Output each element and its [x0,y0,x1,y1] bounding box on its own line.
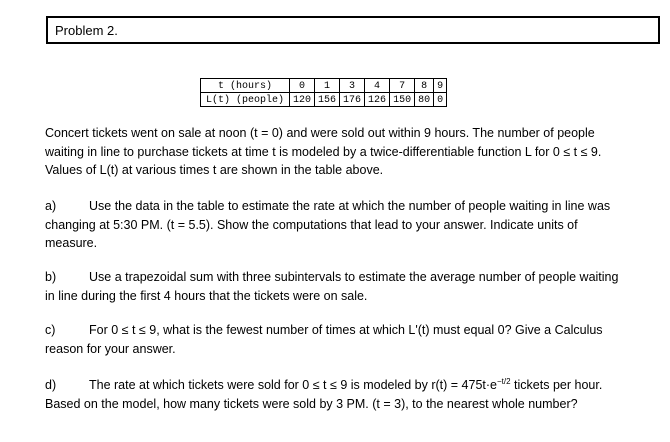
table-row-label-people: L(t) (people) [201,93,290,107]
data-table [200,78,447,107]
part-b-label: b) [45,270,57,284]
table-cell: 176 [340,93,365,107]
problem-title-box [46,16,660,44]
intro-paragraph [45,124,665,180]
part-c-label: c) [45,323,56,337]
part-d-line: Based on the model, how many tickets were sold by 3 PM. (t = 3), to the nearest whole number? [45,396,578,411]
exponent: −t/2 [497,377,511,386]
part-b-paragraph [45,268,665,305]
part-c-line: For 0 ≤ t ≤ 9, what is the fewest number of times at which L'(t) must equal 0? Give a Calculus [89,323,603,337]
part-a-line: changing at 5:30 PM. (t = 5.5). Show the computations that lead to your answer. Indicate units of [45,217,578,232]
intro-line: Concert tickets went on sale at noon (t = 0) and were sold out within 9 hours. The number of people [45,126,595,140]
table-row-time [201,79,447,93]
part-b-line: Use a trapezoidal sum with three subintervals to estimate the average number of people waiting [89,270,619,284]
part-a-line: Use the data in the table to estimate the rate at which the number of people waiting in line was [89,199,611,213]
table-cell: 0 [434,93,447,107]
table-cell: 1 [315,79,340,93]
table-cell: 150 [390,93,415,107]
table-cell: 8 [415,79,434,93]
part-d-line: The rate at which tickets were sold for 0 ≤ t ≤ 9 is modeled by r(t) = 475t·e [89,378,497,392]
part-d-line-end: tickets per hour. [510,378,603,392]
part-d-label: d) [45,378,57,392]
part-c-paragraph [45,321,665,358]
table-cell: 7 [390,79,415,93]
problem-title: Problem 2. [55,23,118,38]
part-a-line: measure. [45,236,98,250]
part-c-line: reason for your answer. [45,341,176,356]
part-b-line: in line during the first 4 hours that the tickets were on sale. [45,288,368,303]
intro-line: waiting in line to purchase tickets at time t is modeled by a twice-differentiable function L for 0 ≤ t ≤ 9. [45,144,602,159]
part-d-paragraph [45,376,665,413]
table-cell: 0 [290,79,315,93]
table-cell: 4 [365,79,390,93]
intro-line: Values of L(t) at various times t are shown in the table above. [45,163,384,177]
table-row-label-time: t (hours) [201,79,290,93]
table-cell: 156 [315,93,340,107]
table-cell: 3 [340,79,365,93]
table-cell: 80 [415,93,434,107]
table-row-people [201,93,447,107]
table-cell: 126 [365,93,390,107]
table-cell: 120 [290,93,315,107]
table-cell: 9 [434,79,447,93]
part-a-label: a) [45,199,57,213]
part-a-paragraph [45,197,665,253]
